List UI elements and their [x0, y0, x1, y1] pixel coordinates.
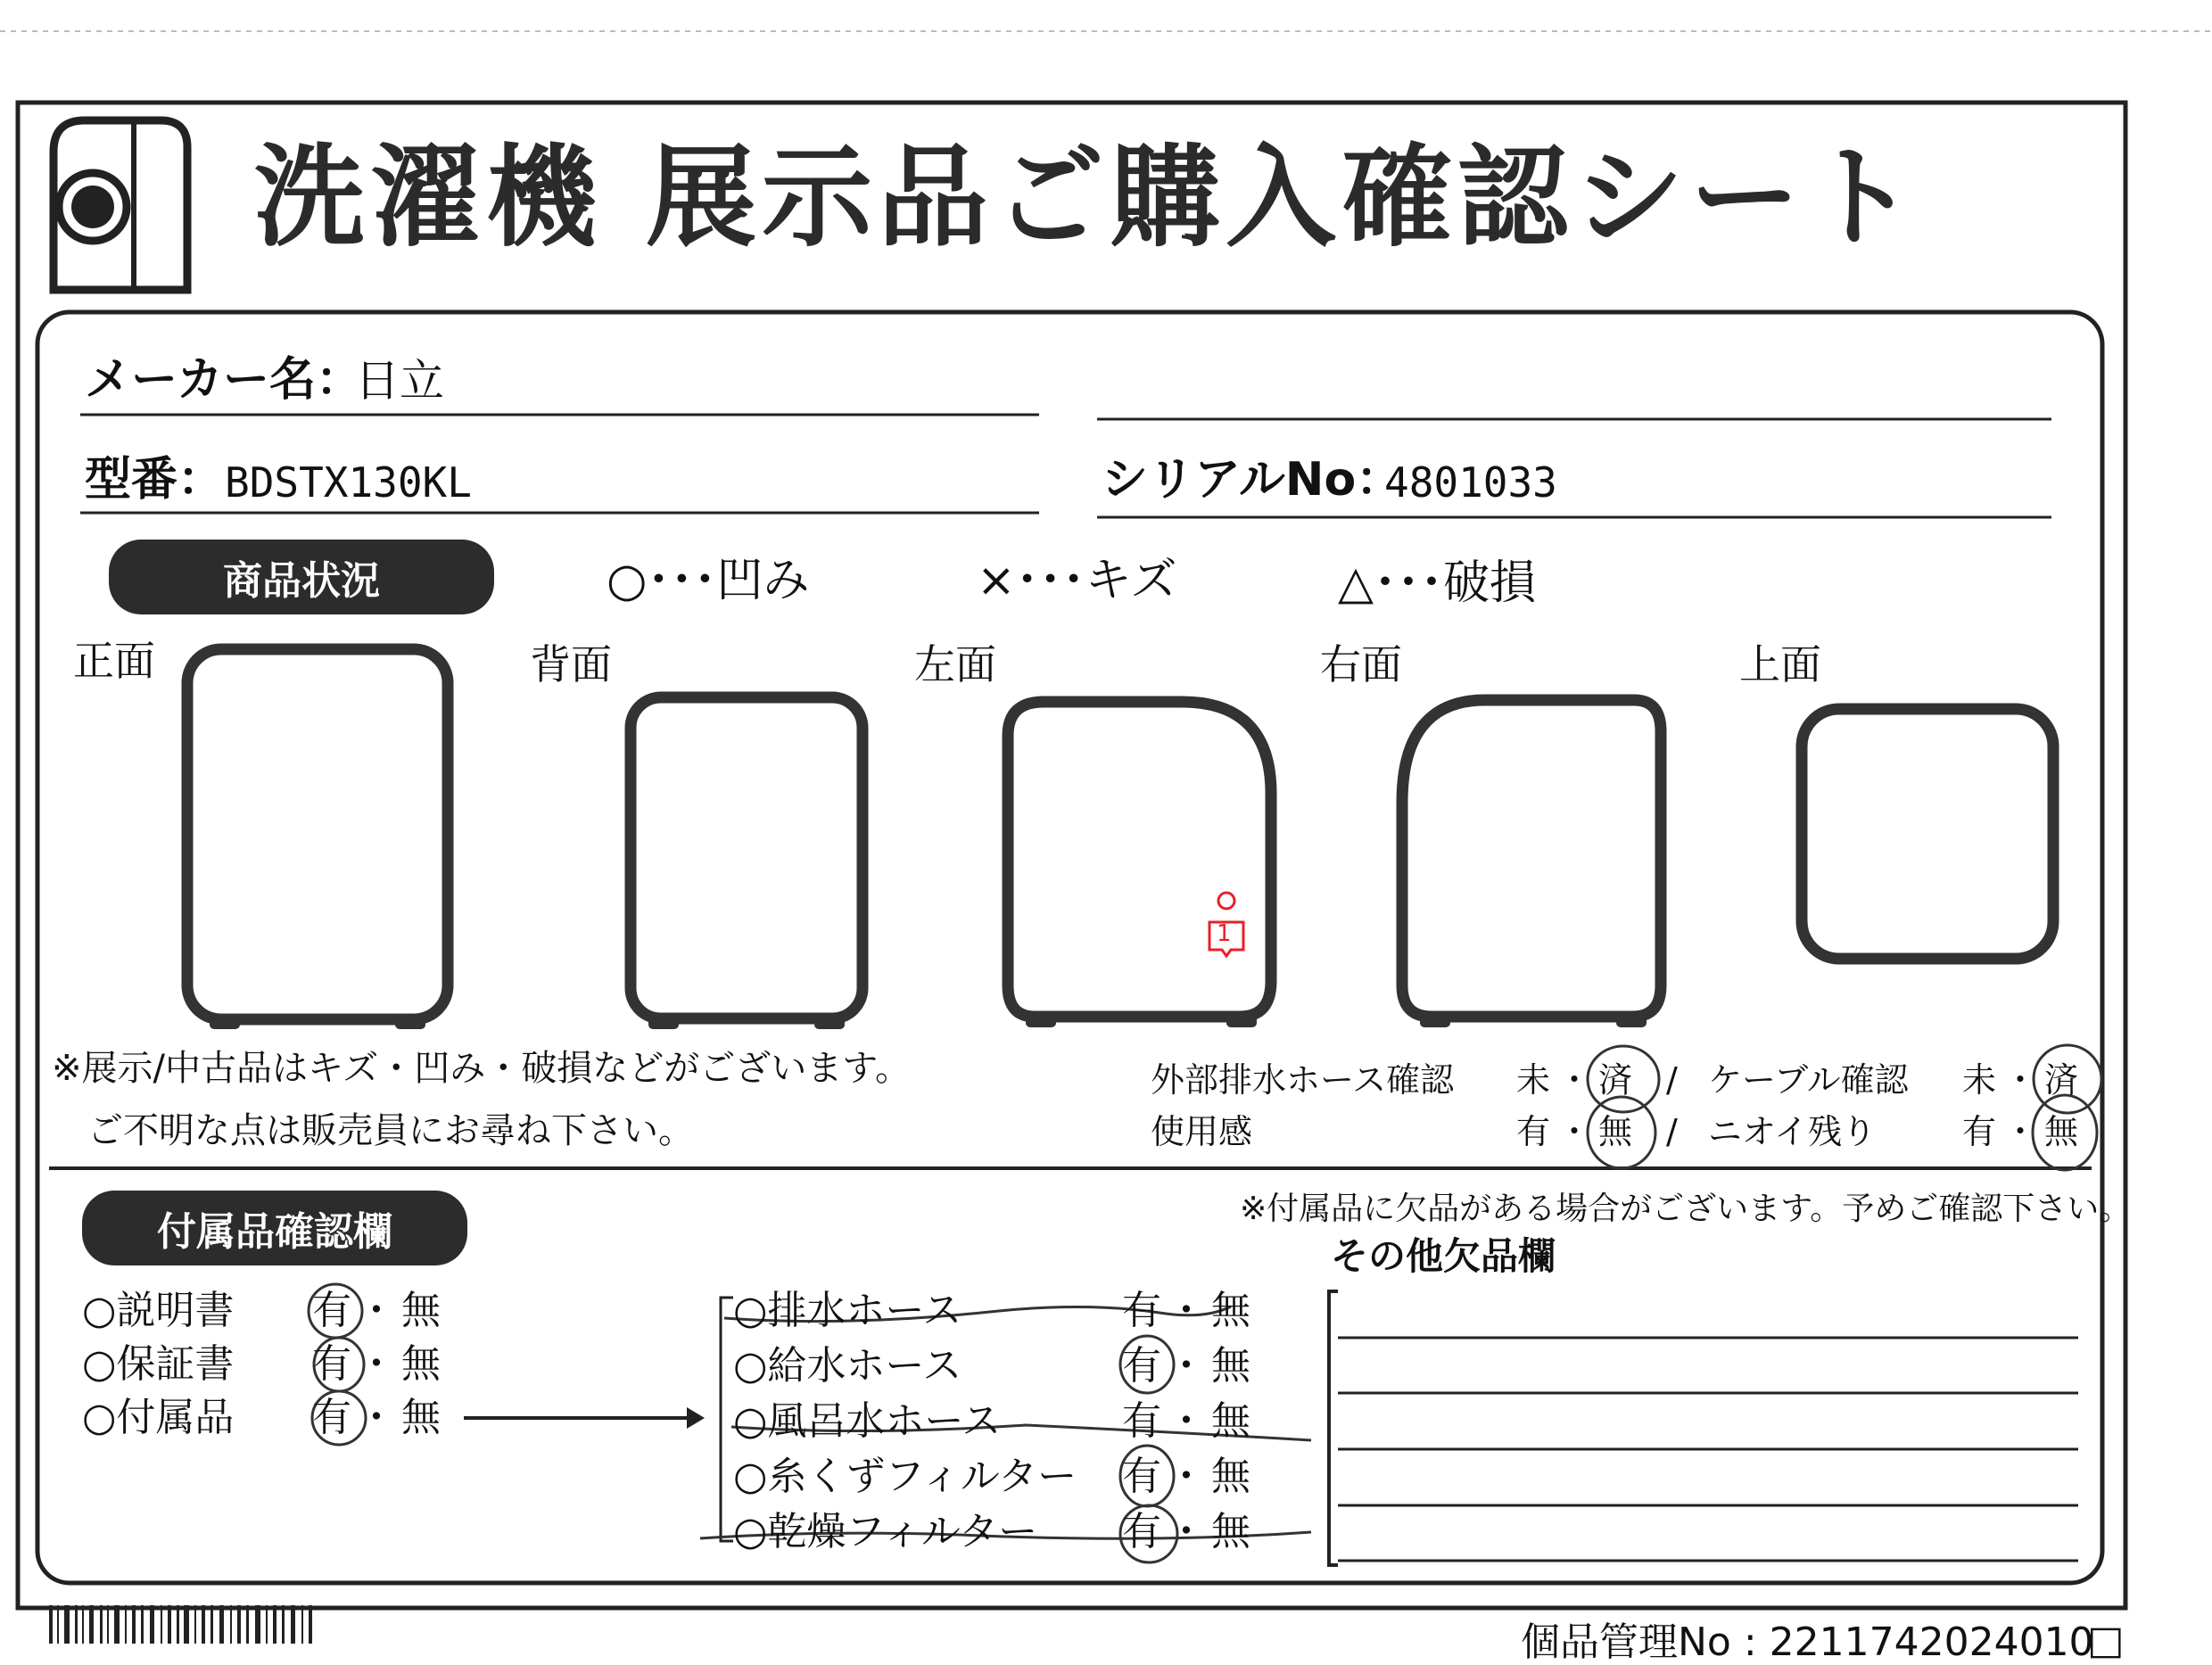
face-back-shape — [631, 697, 863, 1018]
accessories-section-label: 付属品確認欄 — [82, 1191, 467, 1265]
barcode — [49, 1605, 312, 1644]
check-cable-label: ケーブル確認 — [1708, 1060, 1909, 1100]
acc-manual-options: 有・無 — [312, 1288, 446, 1333]
check-drain-hose-options: 未・済 — [1516, 1060, 1640, 1100]
accessories-notice: ※付属品に欠品がある場合がございます。予めご確認下さい。 — [1240, 1191, 2132, 1227]
check-usage-label: 使用感 — [1151, 1112, 1253, 1151]
check-odor-options: 有・無 — [1962, 1112, 2086, 1151]
legend-dent: ○･･･凹み — [607, 554, 810, 607]
acc-lint-filter-options: 有・無 — [1122, 1454, 1256, 1499]
page-title: 洗濯機 展示品ご購入確認シート — [254, 134, 1922, 262]
acc-accessory-label: ○付属品 — [82, 1395, 235, 1440]
face-label-front: 正面 — [73, 637, 155, 685]
face-top-shape — [1802, 709, 2053, 959]
face-left-shape — [1008, 702, 1271, 1017]
acc-dry-filter-label: ○乾燥フィルター — [733, 1509, 1038, 1554]
acc-drain-hose-options: 有・無 — [1122, 1288, 1256, 1333]
model-value: BDSTX130KL — [225, 458, 472, 507]
damage-marker-number: 1 — [1217, 920, 1232, 947]
legend-scratch: ×･･･キズ — [977, 554, 1177, 607]
notice-line-2: ご不明な点は販売員にお尋ね下さい。 — [87, 1110, 694, 1151]
acc-manual-label: ○説明書 — [82, 1288, 235, 1333]
check-separator: / — [1666, 1060, 1678, 1100]
legend-damage: △･･･破損 — [1338, 556, 1536, 610]
acc-accessory-options: 有・無 — [312, 1395, 446, 1440]
footer-checkbox: □ — [2087, 1618, 2125, 1663]
management-number: 個品管理No : 2211742024010 — [1521, 1620, 2094, 1665]
face-label-top: 上面 — [1739, 640, 1821, 688]
check-drain-hose-label: 外部排水ホース確認 — [1151, 1060, 1455, 1100]
condition-section-label: 商品状況 — [109, 540, 494, 614]
acc-lint-filter-label: ○糸くずフィルター — [733, 1454, 1077, 1499]
notice-line-1: ※展示/中古品はキズ・凹み・破損などがございます。 — [52, 1048, 911, 1089]
face-label-right: 右面 — [1320, 640, 1402, 688]
face-right-shape — [1402, 700, 1661, 1017]
washing-machine-icon — [54, 120, 187, 290]
serial-label: シリアルNo： — [1102, 453, 1403, 507]
face-front-shape — [187, 649, 448, 1019]
missing-items-label: その他欠品欄 — [1331, 1234, 1556, 1278]
acc-warranty-options: 有・無 — [312, 1341, 446, 1387]
check-usage-options: 有・無 — [1516, 1112, 1640, 1151]
serial-value: 4801033 — [1384, 458, 1557, 507]
acc-drain-hose-label: ○排水ホース — [733, 1288, 962, 1333]
maker-value: 日立 — [355, 355, 444, 407]
acc-warranty-label: ○保証書 — [82, 1341, 235, 1387]
acc-bath-hose-label: ○風呂水ホース — [733, 1398, 1002, 1444]
face-label-back: 背面 — [530, 640, 612, 688]
check-cable-options: 未・済 — [1962, 1060, 2086, 1100]
acc-dry-filter-options: 有・無 — [1122, 1509, 1256, 1554]
check-separator-2: / — [1666, 1112, 1678, 1151]
model-label: 型番： — [85, 453, 225, 507]
acc-supply-hose-options: 有・無 — [1122, 1343, 1256, 1389]
check-odor-label: ニオイ残り — [1708, 1112, 1877, 1151]
face-label-left: 左面 — [914, 640, 996, 688]
acc-bath-hose-options: 有・無 — [1122, 1398, 1256, 1444]
acc-supply-hose-label: ○給水ホース — [733, 1343, 962, 1389]
maker-label: メーカー名： — [85, 353, 362, 407]
